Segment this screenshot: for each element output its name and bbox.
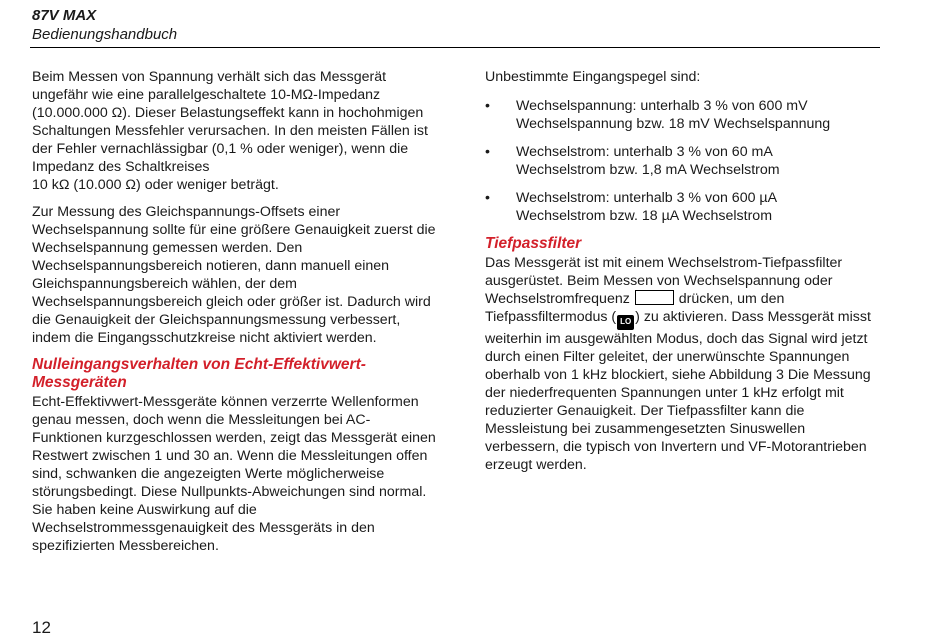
list-item-line1: Wechselspannung: unterhalb 3 % von 600 mV (516, 98, 808, 114)
paragraph-impedance (32, 68, 437, 194)
list-item (485, 189, 880, 225)
paragraph-lowpass-part1: Das Messgerät ist mit einem Wechselstrom-Tiefpassfilter ausgerüstet. Beim Messen von Wechselspannung oder Wechselstromfrequenz (485, 255, 843, 307)
header-model: 87V MAX (32, 7, 97, 24)
paragraph-impedance-end: 10 kΩ (10.000 Ω) oder weniger beträgt. (32, 177, 279, 193)
undefined-levels-list (485, 97, 880, 225)
left-column (32, 68, 437, 564)
softkey-icon (635, 290, 674, 305)
right-column (485, 68, 880, 483)
low-pass-icon: LO (617, 315, 634, 330)
list-item-line1: Wechselstrom: unterhalb 3 % von 60 mA (516, 144, 773, 160)
list-item-line2: Wechselstrom bzw. 1,8 mA Wechselstrom (516, 162, 780, 178)
paragraph-dc-offset: Zur Messung des Gleichspannungs-Offsets einer Wechselspannung sollte für eine größere Genauigkeit zuerst die Wechselspannung gemessen werden. Den Wechselspannungsbereich notieren, dann manuell einen Gleichspannungsbereich wählen, der dem Wechselspannungsbereich gleich oder größer ist. Dadurch wird die Genauigkeit der Gleichspannungsmessung verbessert, indem die Eingangsschutzkreise nicht aktiviert werden. (32, 204, 436, 346)
list-item-line2: Wechselstrom bzw. 18 µA Wechselstrom (516, 208, 773, 224)
header-divider (30, 47, 880, 48)
paragraph-true-rms: Echt-Effektivwert-Messgeräte können verzerrte Wellenformen genau messen, doch wenn die Messleitungen bei AC-Funktionen kurzgeschlossen werden, zeigt das Messgerät einen Restwert zwischen 1 und 30 an. Wenn die Messleitungen offen sind, schwanken die angezeigten Werte möglicherweise störungsbedingt. Diese Nullpunkts-Abweichungen sind normal. Sie haben keine Auswirkung auf die Wechselstrommessgenauigkeit des Messgeräts in den spezifizierten Messbereichen. (32, 394, 436, 554)
list-item-line2: Wechselspannung bzw. 18 mV Wechselspannung (516, 116, 831, 132)
list-item (485, 97, 880, 133)
section-heading-zero-input (32, 356, 437, 392)
section-heading-zero-input-line1: Nulleingangsverhalten von Echt-Effektivwert- (32, 356, 366, 373)
header-subtitle: Bedienungshandbuch (32, 26, 178, 43)
page-number: 12 (32, 618, 51, 637)
section-heading-zero-input-line2: Messgeräten (32, 374, 127, 391)
paragraph-lowpass-part2: drücken, um den Tiefpassfiltermodus ( (485, 291, 785, 325)
paragraph-undefined-levels: Unbestimmte Eingangspegel sind: (485, 69, 701, 85)
list-item-line1: Wechselstrom: unterhalb 3 % von 600 µA (516, 190, 778, 206)
paragraph-impedance-text: Beim Messen von Spannung verhält sich das Messgerät ungefähr wie eine parallelgeschaltete 10-MΩ-Impedanz (10.000.000 Ω). Dieser Belastungseffekt kann in hochohmigen Schaltungen Messfehler verursachen. In den meisten Fällen ist der Fehler vernachlässigbar (0,1 % oder weniger), wenn die Impedanz des Schaltkreises (32, 69, 428, 175)
list-item (485, 143, 880, 179)
paragraph-lowpass-part3: ) zu aktivieren. Dass Messgerät misst weiterhin im ausgewählten Modus, doch das Signal wird jetzt durch einen Filter geleitet, der unerwünschte Spannungen oberhalb von 1 kHz blockiert, siehe Abbildung 3 Die Messung der niederfrequenten Spannungen unter 1 kHz erfolgt mit reduzierter Genauigkeit. Der Tiefpassfilter kann die Messleistung bei zusammengesetzten Sinuswellen verbessern, die typisch von Invertern und VF-Motorantrieben erzeugt werden. (485, 309, 871, 473)
paragraph-lowpass (485, 254, 880, 474)
section-heading-lowpass: Tiefpassfilter (485, 235, 582, 252)
